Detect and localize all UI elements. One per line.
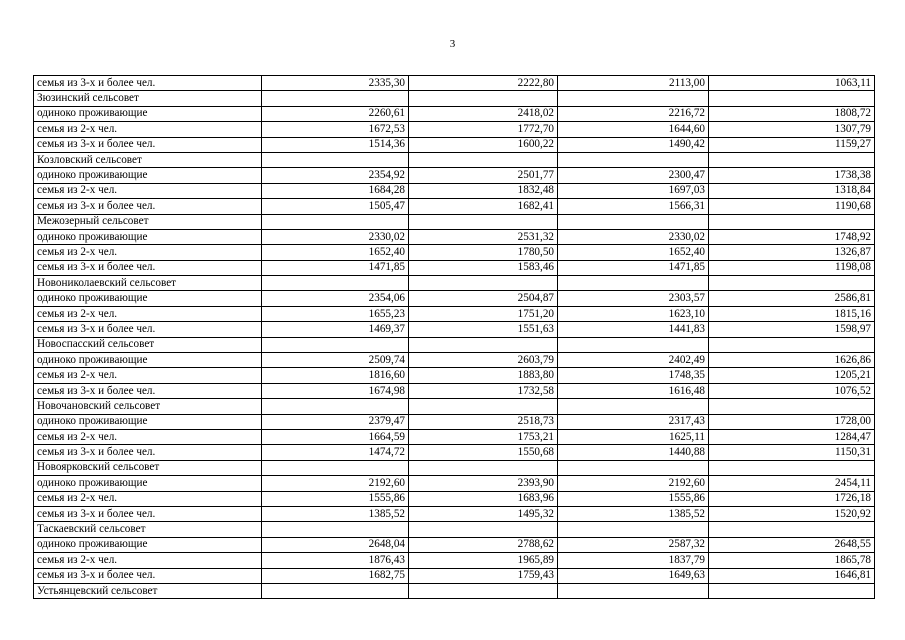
table-row [34,183,875,198]
value-cell: 1683,96 [409,491,558,506]
value-cell: 2648,04 [262,537,409,552]
table-row [34,76,875,91]
value-cell: 2260,61 [262,106,409,121]
value-cell [409,460,558,475]
section-header-row [34,460,875,475]
value-cell [409,276,558,291]
value-cell: 2303,57 [558,291,709,306]
table-row [34,291,875,306]
table-row [34,106,875,121]
table-row [34,229,875,244]
section-header-row [34,583,875,598]
value-cell: 1520,92 [709,506,875,521]
value-cell [709,399,875,414]
section-title: Козловский сельсовет [34,152,262,167]
value-cell: 2501,77 [409,168,558,183]
table-row [34,445,875,460]
row-label: одиноко проживающие [34,414,262,429]
value-cell [709,460,875,475]
row-label: семья из 3-х и более чел. [34,506,262,521]
value-cell: 1965,89 [409,553,558,568]
value-cell [409,337,558,352]
value-cell [262,152,409,167]
value-cell: 1514,36 [262,137,409,152]
value-cell: 1644,60 [558,122,709,137]
section-title: Таскаевский сельсовет [34,522,262,537]
value-cell: 1732,58 [409,383,558,398]
row-label: семья из 2-х чел. [34,245,262,260]
value-cell: 1682,41 [409,199,558,214]
value-cell: 1625,11 [558,429,709,444]
value-cell: 1759,43 [409,568,558,583]
value-cell: 1682,75 [262,568,409,583]
value-cell [558,522,709,537]
value-cell: 2354,92 [262,168,409,183]
value-cell: 1583,46 [409,260,558,275]
value-cell [709,522,875,537]
value-cell: 1555,86 [262,491,409,506]
section-header-row [34,91,875,106]
value-cell [262,583,409,598]
value-cell: 1684,28 [262,183,409,198]
value-cell [558,152,709,167]
value-cell: 1550,68 [409,445,558,460]
value-cell: 2393,90 [409,476,558,491]
tariff-table [33,75,875,599]
value-cell [709,152,875,167]
value-cell [709,214,875,229]
value-cell: 1652,40 [558,245,709,260]
value-cell [709,583,875,598]
value-cell: 1284,47 [709,429,875,444]
table-row [34,306,875,321]
section-title: Межозерный сельсовет [34,214,262,229]
value-cell: 2335,30 [262,76,409,91]
value-cell: 2113,00 [558,76,709,91]
value-cell: 2586,81 [709,291,875,306]
value-cell: 1664,59 [262,429,409,444]
value-cell [262,337,409,352]
value-cell: 2418,02 [409,106,558,121]
row-label: семья из 3-х и более чел. [34,445,262,460]
value-cell [409,399,558,414]
table-row [34,537,875,552]
value-cell: 2648,55 [709,537,875,552]
value-cell: 1832,48 [409,183,558,198]
value-cell [262,522,409,537]
value-cell [262,91,409,106]
value-cell: 1751,20 [409,306,558,321]
value-cell: 1672,53 [262,122,409,137]
value-cell [409,522,558,537]
section-title: Новоярковский сельсовет [34,460,262,475]
value-cell [558,460,709,475]
value-cell: 1655,23 [262,306,409,321]
value-cell: 1326,87 [709,245,875,260]
table-row [34,383,875,398]
value-cell: 1623,10 [558,306,709,321]
row-label: семья из 3-х и более чел. [34,568,262,583]
value-cell: 2531,32 [409,229,558,244]
table-row [34,137,875,152]
table-row [34,506,875,521]
value-cell: 1816,60 [262,368,409,383]
value-cell: 1772,70 [409,122,558,137]
table-row [34,553,875,568]
row-label: семья из 3-х и более чел. [34,383,262,398]
value-cell [558,91,709,106]
row-label: семья из 2-х чел. [34,306,262,321]
value-cell [262,214,409,229]
section-title: Новочановский сельсовет [34,399,262,414]
row-label: одиноко проживающие [34,537,262,552]
value-cell: 1505,47 [262,199,409,214]
row-label: одиноко проживающие [34,291,262,306]
row-label: семья из 3-х и более чел. [34,260,262,275]
value-cell: 1307,79 [709,122,875,137]
value-cell: 1495,32 [409,506,558,521]
value-cell: 1441,83 [558,322,709,337]
value-cell: 1440,88 [558,445,709,460]
value-cell: 1865,78 [709,553,875,568]
row-label: семья из 2-х чел. [34,183,262,198]
value-cell: 1600,22 [409,137,558,152]
section-header-row [34,152,875,167]
value-cell: 1616,48 [558,383,709,398]
section-title: Новоспасский сельсовет [34,337,262,352]
row-label: одиноко проживающие [34,476,262,491]
value-cell: 1728,00 [709,414,875,429]
table-row [34,245,875,260]
value-cell: 1738,38 [709,168,875,183]
value-cell: 1471,85 [262,260,409,275]
value-cell: 1063,11 [709,76,875,91]
section-title: Зюзинский сельсовет [34,91,262,106]
value-cell: 1076,52 [709,383,875,398]
section-header-row [34,337,875,352]
row-label: одиноко проживающие [34,229,262,244]
value-cell: 1385,52 [262,506,409,521]
table-row [34,353,875,368]
table-row [34,260,875,275]
value-cell: 1190,68 [709,199,875,214]
value-cell: 1815,16 [709,306,875,321]
value-cell: 1471,85 [558,260,709,275]
value-cell [409,583,558,598]
section-title: Устьянцевский сельсовет [34,583,262,598]
row-label: семья из 3-х и более чел. [34,199,262,214]
value-cell [558,214,709,229]
value-cell: 1748,92 [709,229,875,244]
value-cell [709,91,875,106]
row-label: семья из 2-х чел. [34,122,262,137]
table-row [34,568,875,583]
section-header-row [34,276,875,291]
value-cell: 1883,80 [409,368,558,383]
value-cell [558,337,709,352]
value-cell: 2379,47 [262,414,409,429]
value-cell: 1780,50 [409,245,558,260]
value-cell: 1649,63 [558,568,709,583]
value-cell: 2192,60 [262,476,409,491]
value-cell [709,337,875,352]
value-cell: 1490,42 [558,137,709,152]
value-cell: 1598,97 [709,322,875,337]
value-cell: 2330,02 [558,229,709,244]
section-header-row [34,399,875,414]
value-cell: 2402,49 [558,353,709,368]
value-cell [558,399,709,414]
value-cell [409,152,558,167]
value-cell: 2330,02 [262,229,409,244]
value-cell: 1697,03 [558,183,709,198]
value-cell [558,583,709,598]
value-cell: 2300,47 [558,168,709,183]
value-cell [709,276,875,291]
value-cell [262,276,409,291]
value-cell: 1876,43 [262,553,409,568]
value-cell: 2509,74 [262,353,409,368]
value-cell [558,276,709,291]
row-label: семья из 3-х и более чел. [34,322,262,337]
value-cell: 1753,21 [409,429,558,444]
value-cell: 2216,72 [558,106,709,121]
value-cell: 1808,72 [709,106,875,121]
row-label: одиноко проживающие [34,168,262,183]
value-cell: 1150,31 [709,445,875,460]
value-cell: 1318,84 [709,183,875,198]
row-label: одиноко проживающие [34,106,262,121]
table-row [34,199,875,214]
table-row [34,429,875,444]
row-label: семья из 3-х и более чел. [34,76,262,91]
row-label: одиноко проживающие [34,353,262,368]
value-cell: 1555,86 [558,491,709,506]
value-cell: 1159,27 [709,137,875,152]
row-label: семья из 2-х чел. [34,368,262,383]
page-number: 3 [449,38,456,50]
value-cell: 2788,62 [409,537,558,552]
value-cell: 2454,11 [709,476,875,491]
row-label: семья из 2-х чел. [34,491,262,506]
value-cell [262,460,409,475]
value-cell: 1474,72 [262,445,409,460]
value-cell: 1652,40 [262,245,409,260]
value-cell: 2317,43 [558,414,709,429]
value-cell: 2354,06 [262,291,409,306]
value-cell: 1646,81 [709,568,875,583]
value-cell: 1469,37 [262,322,409,337]
value-cell: 2504,87 [409,291,558,306]
section-title: Новониколаевский сельсовет [34,276,262,291]
value-cell: 1385,52 [558,506,709,521]
value-cell: 2192,60 [558,476,709,491]
value-cell: 2603,79 [409,353,558,368]
value-cell: 1674,98 [262,383,409,398]
value-cell: 1198,08 [709,260,875,275]
section-header-row [34,522,875,537]
table-row [34,414,875,429]
row-label: семья из 2-х чел. [34,553,262,568]
value-cell: 1837,79 [558,553,709,568]
table-row [34,476,875,491]
section-header-row [34,214,875,229]
value-cell [409,214,558,229]
value-cell: 1748,35 [558,368,709,383]
value-cell [262,399,409,414]
value-cell: 1205,21 [709,368,875,383]
table-row [34,168,875,183]
table-row [34,322,875,337]
value-cell: 1566,31 [558,199,709,214]
value-cell: 1551,63 [409,322,558,337]
table-row [34,122,875,137]
value-cell: 2222,80 [409,76,558,91]
value-cell: 1726,18 [709,491,875,506]
row-label: семья из 3-х и более чел. [34,137,262,152]
value-cell: 1626,86 [709,353,875,368]
value-cell: 2587,32 [558,537,709,552]
table-row [34,368,875,383]
value-cell: 2518,73 [409,414,558,429]
table-row [34,491,875,506]
row-label: семья из 2-х чел. [34,429,262,444]
table-body [34,76,875,599]
value-cell [409,91,558,106]
